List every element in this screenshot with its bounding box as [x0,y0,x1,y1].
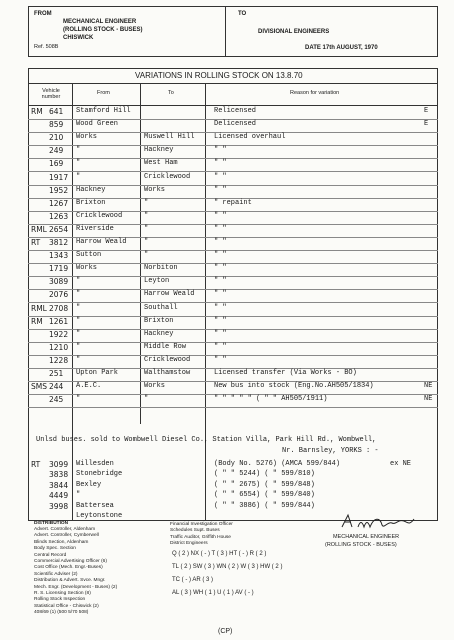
signature-title-2: (ROLLING STOCK - BUSES) [325,542,397,548]
table-right-rule [437,68,438,520]
header-top-rule [28,6,438,7]
sold-from-cell: Willesden [76,460,114,468]
vehicle-number: 1228 [49,355,69,365]
col-header-rule [28,105,438,106]
from-cell: " [76,395,81,404]
reason-cell: " " [214,277,227,286]
vehicle-number: 1210 [49,342,69,352]
vehicle-number: 245 [49,395,64,405]
from-cell: Hackney [76,185,106,194]
vehicle-number: 251 [49,369,64,378]
to-cell: Cricklewood [144,355,191,364]
vehicle-number: 859 [49,120,64,130]
unlicensed-note: Unlsd buses. sold to Wombwell Diesel Co., Station Villa, Park Hill Rd., Wombwell, [36,436,377,444]
distribution-item: Body Spec. Section [34,546,76,552]
vehicle-prefix: RM [31,107,43,116]
distribution-item: District Engineers [170,541,208,547]
row-rule [28,302,438,303]
reason-cell: " " " " " ( " " AH505/1911) [214,395,328,404]
vehicle-prefix: RML [31,303,47,313]
sold-vehicle-number: 4449 [49,491,69,501]
row-rule [28,407,438,408]
row-rule [28,289,438,290]
to-label: TO [238,11,247,17]
sold-from-cell: Bexley [76,480,102,489]
reason-cell: " " [214,290,227,299]
from-cell: Works [76,264,98,273]
to-cell: " [144,395,149,404]
distribution-item: Rolling Stock Inspection [34,597,86,603]
from-line-3: CHISWICK [63,35,94,41]
sold-vehicle-number: 3998 [49,501,69,511]
distribution-heading: DISTRIBUTION [34,521,69,526]
row-rule [28,171,438,172]
distribution-item: Central Record [34,552,67,558]
reason-cell: " " [214,316,227,325]
vehicle-number: 1261 [49,316,69,326]
reason-cell: " " [214,185,227,194]
row-rule [28,329,438,330]
vehicle-prefix: RML [31,224,47,234]
row-rule [28,145,438,146]
distribution-item: Distribution & Advert. Svce. Mngr. [34,578,106,584]
from-cell: Riverside [76,224,114,233]
header-right-rule [437,6,438,56]
distribution-item: Mech. Engr. (Development - Buses) (2) [34,584,118,590]
signature-scribble [338,511,418,533]
col-header-vehicle: Vehicle number [41,88,61,100]
from-cell: " [76,329,81,338]
distribution-item: Scientific Adviser (2) [34,571,78,577]
to-cell: Leyton [144,277,170,286]
reason-cell: " " [214,211,227,220]
reason-cell: " " [214,264,227,273]
from-cell: " [76,159,81,168]
distribution-item: Financial Investigation Officer [170,522,233,527]
row-rule [28,158,438,159]
distribution-item: 408/69 (1) (500 5/70 508) [34,610,89,616]
vehicle-number: 249 [49,146,64,156]
to-cell: " [144,224,149,233]
reason-cell: " " [214,355,227,364]
vehicle-number: 2654 [49,224,69,234]
sold-vehicle-prefix: RT [31,460,41,469]
to-value: DIVISIONAL ENGINEERS [258,29,330,35]
reason-cell: Licensed transfer (Via Works - BO) [214,369,357,377]
reason-cell: " " [214,238,227,246]
vehicle-number: 641 [49,107,64,116]
sold-status-code: ex NE [390,460,412,468]
district-code-line: TC ( - ) AR ( 3 ) [172,577,213,583]
from-cell: " [76,355,81,364]
from-cell: Harrow Weald [76,238,127,246]
to-cell: Works [144,382,166,391]
col-header-from: From [97,90,110,96]
to-cell: Middle Row [144,342,187,351]
to-cell: Brixton [144,316,174,325]
from-cell: " [76,172,81,181]
from-cell: Stamford Hill [76,107,131,115]
signature-text [345,518,352,519]
sold-from-cell: " [76,491,81,500]
vehicle-number: 1343 [49,251,69,261]
vehicle-number: 244 [49,382,64,392]
from-cell: Upton Park [76,369,119,377]
reason-cell: " " [214,159,227,168]
header-bottom-rule [28,56,438,57]
page-title: VARIATIONS IN ROLLING STOCK ON 13.8.70 [135,71,303,80]
district-code-line: TL ( 2 ) SW ( 3 ) WN ( 2 ) W ( 3 ) HW ( 2 ) [172,564,283,570]
vehicle-prefix: SMS [31,382,47,392]
vehicle-number: 210 [49,133,64,143]
to-cell: Cricklewood [144,172,191,181]
from-cell: Works [76,133,98,142]
to-cell: " [144,211,149,220]
to-cell: Harrow Weald [144,290,195,299]
from-cell: " [76,277,81,286]
distribution-item: Advert. Controller, Aldenham [34,527,96,532]
from-cell: Cricklewood [76,211,123,220]
distribution-item: Traffic Auditor, Griffith House [170,534,231,540]
vehicle-number: 169 [49,159,64,169]
to-cell: Hackney [144,146,174,155]
reason-cell: Licensed overhaul [214,133,286,142]
to-cell: " [144,198,149,207]
sold-vehicle-number: 3099 [49,460,69,469]
reason-cell: " " [214,172,227,181]
to-cell: Walthamstow [144,369,191,377]
reason-cell: " " [214,251,227,260]
header-divider [225,6,226,56]
vehicle-number: 3812 [49,238,69,247]
signature-title-1: MECHANICAL ENGINEER [333,534,400,540]
sold-reason-cell: ( " " 5244) ( " 599/810) [214,470,315,479]
status-code: E [424,107,429,115]
to-cell: Southall [144,303,178,312]
district-code-line: AL ( 3 ) WH ( 1 ) U ( 1 ) AV ( - ) [172,590,254,596]
from-cell: " [76,290,81,299]
from-line-1: MECHANICAL ENGINEER [63,19,137,25]
to-cell: Hackney [144,329,174,338]
to-cell: Works [144,185,166,194]
vehicle-number: 3089 [49,277,69,287]
from-cell: " [76,316,81,325]
district-code-line: Q ( 2 ) NX ( - ) T ( 3 ) HT ( - ) R ( 2 ) [172,551,267,557]
distribution-item: R. S. Licensing Section (8) [34,591,91,596]
status-code: E [424,120,429,129]
distribution-item: Cost Office (Mech. Engr.-Buses) [34,565,103,571]
row-rule [28,316,438,317]
to-cell: Norbiton [144,264,178,273]
row-rule [28,342,438,343]
vehicle-prefix: RM [31,316,43,326]
sold-reason-cell: ( " " 6554) ( " 599/840) [214,491,315,500]
reference: Ref. 508B [34,44,59,50]
vehicle-number: 1263 [49,211,69,221]
vehicle-prefix: RT [31,238,41,247]
distribution-item: Schedules Supt. Buses [170,528,220,534]
status-code: NE [424,395,433,404]
from-cell: " [76,146,81,155]
sold-reason-cell: ( " " 2675) ( " 599/848) [214,480,315,489]
col-header-reason: Reason for variation [290,90,340,96]
distribution-item: Commercial Advertising Officer (6) [34,559,107,564]
row-rule [28,185,438,186]
from-cell: Wood Green [76,120,119,129]
reason-cell: " " [214,224,227,233]
table-top-rule [28,68,438,69]
from-cell: A.E.C. [76,382,102,391]
date: DATE 17th AUGUST, 1970 [305,45,378,51]
vehicle-number: 1922 [49,329,69,339]
sold-reason-cell: ( " " 3886) ( " 599/844) [214,501,315,510]
vehicle-number: 1267 [49,198,69,208]
footer-code: (CP) [218,628,233,635]
sold-reason-cell: (Body No. 5276) (AMCA 599/844) [214,460,341,468]
from-cell: Sutton [76,251,102,260]
sold-from-cell: Stonebridge [76,470,123,479]
title-under-rule [28,83,438,84]
reason-cell: " " [214,342,227,351]
reason-cell: Delicensed [214,120,257,129]
vehicle-number: 1917 [49,172,69,182]
distribution-item: Statistical Office - Chiswick (2) [34,603,99,609]
reason-cell: Relicensed [214,107,257,115]
sold-from-cell: Leytonstone [76,512,123,520]
unlicensed-note-2: Nr. Barnsley, YORKS : - [282,447,379,455]
to-cell: West Ham [144,159,178,168]
vehicle-number: 1719 [49,264,69,274]
reason-cell: " " [214,146,227,155]
reason-cell: " repaint [214,198,252,207]
to-cell: " [144,238,149,246]
vehicle-number: 1952 [49,185,69,195]
reason-cell: " " [214,329,227,338]
status-code: NE [424,382,433,391]
from-cell: " [76,303,81,312]
vehicle-number: 2076 [49,290,69,300]
row-rule [28,276,438,277]
col-header-to: To [168,90,174,96]
sold-vehicle-number: 3844 [49,480,69,490]
sold-from-cell: Battersea [76,501,114,510]
from-cell: " [76,342,81,351]
to-cell: Muswell Hill [144,133,195,142]
table-left-rule [28,68,29,520]
reason-cell: " " [214,303,227,312]
from-cell: Brixton [76,198,106,207]
from-line-2: (ROLLING STOCK - BUSES) [63,27,143,33]
sold-vehicle-number: 3838 [49,470,69,480]
vehicle-number: 2708 [49,303,69,313]
row-rule [28,355,438,356]
to-cell: " [144,251,149,260]
header-left-rule [28,6,29,56]
distribution-item: Blinds Section, Aldenham [34,539,89,545]
reason-cell: New bus into stock (Eng.No.AH505/1834) [214,382,374,391]
distribution-item: Advert. Controller, Cymberwell [34,533,99,539]
from-label: FROM [34,11,52,17]
col-divider-2 [140,83,141,424]
